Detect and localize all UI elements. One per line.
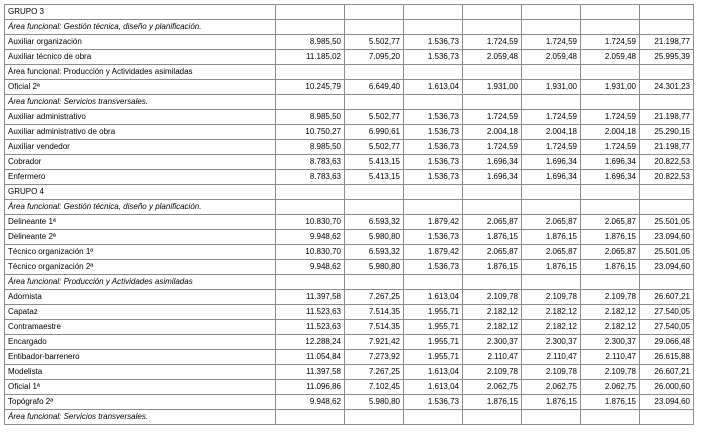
amount-cell: 11.054,84 bbox=[276, 350, 345, 365]
category-label: Delineante 1ª bbox=[5, 215, 276, 230]
empty-cell bbox=[276, 275, 345, 290]
empty-cell bbox=[276, 5, 345, 20]
empty-cell bbox=[463, 200, 522, 215]
total-cell: 26.000,60 bbox=[640, 380, 694, 395]
amount-cell: 1.696,34 bbox=[581, 155, 640, 170]
amount-cell: 7.514,35 bbox=[345, 305, 404, 320]
category-label: Topógrafo 2ª bbox=[5, 395, 276, 410]
total-cell: 21.198,77 bbox=[640, 35, 694, 50]
amount-cell: 1.876,15 bbox=[522, 230, 581, 245]
total-cell: 20.822,53 bbox=[640, 170, 694, 185]
amount-cell: 1.536,73 bbox=[404, 230, 463, 245]
empty-cell bbox=[345, 410, 404, 425]
amount-cell: 2.300,37 bbox=[581, 335, 640, 350]
amount-cell: 2.065,87 bbox=[463, 245, 522, 260]
empty-cell bbox=[404, 185, 463, 200]
category-label: Enfermero bbox=[5, 170, 276, 185]
category-label: Capataz bbox=[5, 305, 276, 320]
amount-cell: 5.413,15 bbox=[345, 155, 404, 170]
amount-cell: 1.876,15 bbox=[581, 395, 640, 410]
table-row bbox=[5, 395, 694, 410]
amount-cell: 1.536,73 bbox=[404, 155, 463, 170]
amount-cell: 2.004,18 bbox=[522, 125, 581, 140]
amount-cell: 7.267,25 bbox=[345, 365, 404, 380]
empty-cell bbox=[640, 200, 694, 215]
empty-cell bbox=[522, 5, 581, 20]
amount-cell: 6.593,32 bbox=[345, 215, 404, 230]
empty-cell bbox=[581, 200, 640, 215]
table-row bbox=[5, 365, 694, 380]
total-cell: 26.607,21 bbox=[640, 290, 694, 305]
category-label: Auxiliar vendedor bbox=[5, 140, 276, 155]
empty-cell bbox=[404, 65, 463, 80]
amount-cell: 1.696,34 bbox=[522, 155, 581, 170]
empty-cell bbox=[276, 200, 345, 215]
amount-cell: 5.980,80 bbox=[345, 395, 404, 410]
category-label: Auxiliar técnico de obra bbox=[5, 50, 276, 65]
empty-cell bbox=[640, 95, 694, 110]
category-label: Delineante 2ª bbox=[5, 230, 276, 245]
amount-cell: 11.523,63 bbox=[276, 305, 345, 320]
empty-cell bbox=[522, 410, 581, 425]
empty-cell bbox=[404, 20, 463, 35]
amount-cell: 1.613,04 bbox=[404, 365, 463, 380]
category-label: Encargado bbox=[5, 335, 276, 350]
amount-cell: 1.536,73 bbox=[404, 125, 463, 140]
amount-cell: 1.724,59 bbox=[463, 110, 522, 125]
empty-cell bbox=[463, 275, 522, 290]
amount-cell: 2.109,78 bbox=[522, 365, 581, 380]
amount-cell: 7.514,35 bbox=[345, 320, 404, 335]
amount-cell: 1.876,15 bbox=[581, 260, 640, 275]
empty-cell bbox=[640, 5, 694, 20]
empty-cell bbox=[276, 95, 345, 110]
amount-cell: 2.062,75 bbox=[522, 380, 581, 395]
amount-cell: 2.109,78 bbox=[463, 290, 522, 305]
amount-cell: 1.724,59 bbox=[581, 35, 640, 50]
category-label: Técnico organización 2ª bbox=[5, 260, 276, 275]
amount-cell: 2.182,12 bbox=[522, 305, 581, 320]
amount-cell: 7.102,45 bbox=[345, 380, 404, 395]
amount-cell: 2.004,18 bbox=[463, 125, 522, 140]
table-row bbox=[5, 230, 694, 245]
empty-cell bbox=[640, 410, 694, 425]
amount-cell: 1.536,73 bbox=[404, 170, 463, 185]
amount-cell: 11.397,58 bbox=[276, 365, 345, 380]
empty-cell bbox=[404, 200, 463, 215]
amount-cell: 7.273,92 bbox=[345, 350, 404, 365]
amount-cell: 2.182,12 bbox=[463, 320, 522, 335]
amount-cell: 1.931,00 bbox=[522, 80, 581, 95]
amount-cell: 1.724,59 bbox=[581, 140, 640, 155]
table-row bbox=[5, 260, 694, 275]
empty-cell bbox=[581, 95, 640, 110]
category-label: Técnico organización 1ª bbox=[5, 245, 276, 260]
total-cell: 25.995,39 bbox=[640, 50, 694, 65]
amount-cell: 2.182,12 bbox=[581, 305, 640, 320]
table-row bbox=[5, 35, 694, 50]
amount-cell: 2.109,78 bbox=[463, 365, 522, 380]
empty-cell bbox=[345, 200, 404, 215]
category-label: Modelista bbox=[5, 365, 276, 380]
section-label: Área funcional: Producción y Actividades asimiladas bbox=[5, 65, 276, 80]
amount-cell: 2.109,78 bbox=[581, 365, 640, 380]
amount-cell: 2.182,12 bbox=[581, 320, 640, 335]
amount-cell: 5.413,15 bbox=[345, 170, 404, 185]
amount-cell: 1.955,71 bbox=[404, 305, 463, 320]
amount-cell: 1.536,73 bbox=[404, 395, 463, 410]
amount-cell: 2.059,48 bbox=[522, 50, 581, 65]
salary-table bbox=[4, 4, 694, 425]
amount-cell: 1.876,15 bbox=[463, 260, 522, 275]
section-header-row bbox=[5, 20, 694, 35]
category-label: Oficial 1ª bbox=[5, 380, 276, 395]
category-label: Cobrador bbox=[5, 155, 276, 170]
table-row bbox=[5, 320, 694, 335]
section-header-row bbox=[5, 410, 694, 425]
empty-cell bbox=[463, 410, 522, 425]
group-header-row bbox=[5, 5, 694, 20]
amount-cell: 1.536,73 bbox=[404, 260, 463, 275]
empty-cell bbox=[276, 185, 345, 200]
total-cell: 26.607,21 bbox=[640, 365, 694, 380]
table-row bbox=[5, 305, 694, 320]
amount-cell: 5.502,77 bbox=[345, 110, 404, 125]
amount-cell: 7.267,25 bbox=[345, 290, 404, 305]
amount-cell: 1.876,15 bbox=[463, 230, 522, 245]
amount-cell: 1.955,71 bbox=[404, 335, 463, 350]
amount-cell: 2.004,18 bbox=[581, 125, 640, 140]
empty-cell bbox=[345, 275, 404, 290]
empty-cell bbox=[581, 65, 640, 80]
amount-cell: 2.065,87 bbox=[522, 245, 581, 260]
empty-cell bbox=[581, 185, 640, 200]
section-header-row bbox=[5, 275, 694, 290]
empty-cell bbox=[640, 185, 694, 200]
amount-cell: 6.649,40 bbox=[345, 80, 404, 95]
group-label: GRUPO 4 bbox=[5, 185, 276, 200]
table-row bbox=[5, 170, 694, 185]
empty-cell bbox=[345, 5, 404, 20]
salary-table-body bbox=[5, 5, 694, 425]
total-cell: 20.822,53 bbox=[640, 155, 694, 170]
amount-cell: 1.536,73 bbox=[404, 110, 463, 125]
amount-cell: 2.109,78 bbox=[522, 290, 581, 305]
amount-cell: 2.300,37 bbox=[463, 335, 522, 350]
amount-cell: 1.724,59 bbox=[522, 110, 581, 125]
amount-cell: 8.985,50 bbox=[276, 35, 345, 50]
amount-cell: 1.955,71 bbox=[404, 350, 463, 365]
empty-cell bbox=[640, 65, 694, 80]
empty-cell bbox=[640, 275, 694, 290]
amount-cell: 11.185,02 bbox=[276, 50, 345, 65]
amount-cell: 2.065,87 bbox=[581, 245, 640, 260]
group-header-row bbox=[5, 185, 694, 200]
amount-cell: 1.696,34 bbox=[463, 155, 522, 170]
empty-cell bbox=[463, 20, 522, 35]
amount-cell: 2.065,87 bbox=[522, 215, 581, 230]
total-cell: 27.540,05 bbox=[640, 305, 694, 320]
empty-cell bbox=[522, 275, 581, 290]
amount-cell: 2.059,48 bbox=[581, 50, 640, 65]
amount-cell: 2.065,87 bbox=[463, 215, 522, 230]
amount-cell: 5.502,77 bbox=[345, 35, 404, 50]
table-row bbox=[5, 140, 694, 155]
category-label: Auxiliar administrativo bbox=[5, 110, 276, 125]
table-row bbox=[5, 215, 694, 230]
amount-cell: 2.110,47 bbox=[522, 350, 581, 365]
empty-cell bbox=[640, 20, 694, 35]
empty-cell bbox=[345, 20, 404, 35]
amount-cell: 10.830,70 bbox=[276, 245, 345, 260]
empty-cell bbox=[581, 275, 640, 290]
table-row bbox=[5, 380, 694, 395]
amount-cell: 8.985,50 bbox=[276, 110, 345, 125]
amount-cell: 10.750,27 bbox=[276, 125, 345, 140]
total-cell: 27.540,05 bbox=[640, 320, 694, 335]
amount-cell: 1.876,15 bbox=[463, 395, 522, 410]
amount-cell: 1.724,59 bbox=[463, 140, 522, 155]
total-cell: 23.094,60 bbox=[640, 395, 694, 410]
table-row bbox=[5, 290, 694, 305]
amount-cell: 12.288,24 bbox=[276, 335, 345, 350]
total-cell: 24.301,23 bbox=[640, 80, 694, 95]
amount-cell: 1.876,15 bbox=[522, 260, 581, 275]
empty-cell bbox=[276, 410, 345, 425]
empty-cell bbox=[522, 185, 581, 200]
category-label: Adornista bbox=[5, 290, 276, 305]
table-row bbox=[5, 335, 694, 350]
amount-cell: 9.948,62 bbox=[276, 395, 345, 410]
amount-cell: 8.783,63 bbox=[276, 155, 345, 170]
total-cell: 25.501,05 bbox=[640, 215, 694, 230]
total-cell: 23.094,60 bbox=[640, 230, 694, 245]
empty-cell bbox=[345, 95, 404, 110]
table-row bbox=[5, 155, 694, 170]
amount-cell: 11.397,58 bbox=[276, 290, 345, 305]
amount-cell: 1.931,00 bbox=[463, 80, 522, 95]
amount-cell: 2.065,87 bbox=[581, 215, 640, 230]
empty-cell bbox=[581, 20, 640, 35]
amount-cell: 5.980,80 bbox=[345, 260, 404, 275]
amount-cell: 1.931,00 bbox=[581, 80, 640, 95]
amount-cell: 1.696,34 bbox=[463, 170, 522, 185]
section-label: Área funcional: Gestión técnica, diseño y planificación. bbox=[5, 200, 276, 215]
table-row bbox=[5, 350, 694, 365]
table-row bbox=[5, 245, 694, 260]
amount-cell: 2.110,47 bbox=[463, 350, 522, 365]
amount-cell: 1.536,73 bbox=[404, 140, 463, 155]
section-label: Área funcional: Servicios transversales. bbox=[5, 95, 276, 110]
category-label: Entibador-barrenero bbox=[5, 350, 276, 365]
amount-cell: 1.613,04 bbox=[404, 380, 463, 395]
amount-cell: 2.109,78 bbox=[581, 290, 640, 305]
amount-cell: 1.879,42 bbox=[404, 215, 463, 230]
section-label: Área funcional: Servicios transversales. bbox=[5, 410, 276, 425]
amount-cell: 6.990,61 bbox=[345, 125, 404, 140]
table-row bbox=[5, 110, 694, 125]
total-cell: 21.198,77 bbox=[640, 140, 694, 155]
table-row bbox=[5, 125, 694, 140]
amount-cell: 10.830,70 bbox=[276, 215, 345, 230]
amount-cell: 2.182,12 bbox=[463, 305, 522, 320]
category-label: Contramaestre bbox=[5, 320, 276, 335]
amount-cell: 8.985,50 bbox=[276, 140, 345, 155]
category-label: Auxiliar administrativo de obra bbox=[5, 125, 276, 140]
empty-cell bbox=[522, 200, 581, 215]
amount-cell: 1.724,59 bbox=[522, 140, 581, 155]
table-row bbox=[5, 50, 694, 65]
amount-cell: 1.876,15 bbox=[581, 230, 640, 245]
amount-cell: 1.696,34 bbox=[522, 170, 581, 185]
amount-cell: 1.613,04 bbox=[404, 290, 463, 305]
empty-cell bbox=[581, 5, 640, 20]
amount-cell: 2.059,48 bbox=[463, 50, 522, 65]
empty-cell bbox=[276, 20, 345, 35]
empty-cell bbox=[404, 5, 463, 20]
empty-cell bbox=[404, 410, 463, 425]
amount-cell: 11.096,86 bbox=[276, 380, 345, 395]
section-header-row bbox=[5, 65, 694, 80]
amount-cell: 2.062,75 bbox=[581, 380, 640, 395]
amount-cell: 8.783,63 bbox=[276, 170, 345, 185]
amount-cell: 6.593,32 bbox=[345, 245, 404, 260]
total-cell: 29.066,48 bbox=[640, 335, 694, 350]
empty-cell bbox=[463, 185, 522, 200]
section-label: Área funcional: Gestión técnica, diseño y planificación. bbox=[5, 20, 276, 35]
amount-cell: 9.948,62 bbox=[276, 230, 345, 245]
amount-cell: 1.696,34 bbox=[581, 170, 640, 185]
empty-cell bbox=[463, 65, 522, 80]
category-label: Oficial 2ª bbox=[5, 80, 276, 95]
amount-cell: 9.948,62 bbox=[276, 260, 345, 275]
total-cell: 26.615,88 bbox=[640, 350, 694, 365]
amount-cell: 1.724,59 bbox=[522, 35, 581, 50]
category-label: Auxiliar organización bbox=[5, 35, 276, 50]
empty-cell bbox=[522, 95, 581, 110]
amount-cell: 11.523,63 bbox=[276, 320, 345, 335]
amount-cell: 2.062,75 bbox=[463, 380, 522, 395]
empty-cell bbox=[345, 185, 404, 200]
empty-cell bbox=[522, 20, 581, 35]
amount-cell: 1.955,71 bbox=[404, 320, 463, 335]
amount-cell: 2.182,12 bbox=[522, 320, 581, 335]
empty-cell bbox=[463, 95, 522, 110]
table-row bbox=[5, 80, 694, 95]
empty-cell bbox=[404, 95, 463, 110]
total-cell: 21.198,77 bbox=[640, 110, 694, 125]
amount-cell: 5.980,80 bbox=[345, 230, 404, 245]
empty-cell bbox=[463, 5, 522, 20]
amount-cell: 1.613,04 bbox=[404, 80, 463, 95]
group-label: GRUPO 3 bbox=[5, 5, 276, 20]
section-header-row bbox=[5, 95, 694, 110]
amount-cell: 1.724,59 bbox=[463, 35, 522, 50]
empty-cell bbox=[345, 65, 404, 80]
amount-cell: 2.110,47 bbox=[581, 350, 640, 365]
amount-cell: 1.879,42 bbox=[404, 245, 463, 260]
amount-cell: 1.536,73 bbox=[404, 50, 463, 65]
section-header-row bbox=[5, 200, 694, 215]
amount-cell: 2.300,37 bbox=[522, 335, 581, 350]
section-label: Área funcional: Producción y Actividades asimiladas bbox=[5, 275, 276, 290]
empty-cell bbox=[276, 65, 345, 80]
amount-cell: 1.536,73 bbox=[404, 35, 463, 50]
empty-cell bbox=[581, 410, 640, 425]
amount-cell: 1.724,59 bbox=[581, 110, 640, 125]
amount-cell: 7.095,20 bbox=[345, 50, 404, 65]
total-cell: 25.501,05 bbox=[640, 245, 694, 260]
empty-cell bbox=[522, 65, 581, 80]
amount-cell: 10.245,79 bbox=[276, 80, 345, 95]
amount-cell: 5.502,77 bbox=[345, 140, 404, 155]
amount-cell: 1.876,15 bbox=[522, 395, 581, 410]
total-cell: 25.290,15 bbox=[640, 125, 694, 140]
empty-cell bbox=[404, 275, 463, 290]
amount-cell: 7.921,42 bbox=[345, 335, 404, 350]
total-cell: 23.094,60 bbox=[640, 260, 694, 275]
